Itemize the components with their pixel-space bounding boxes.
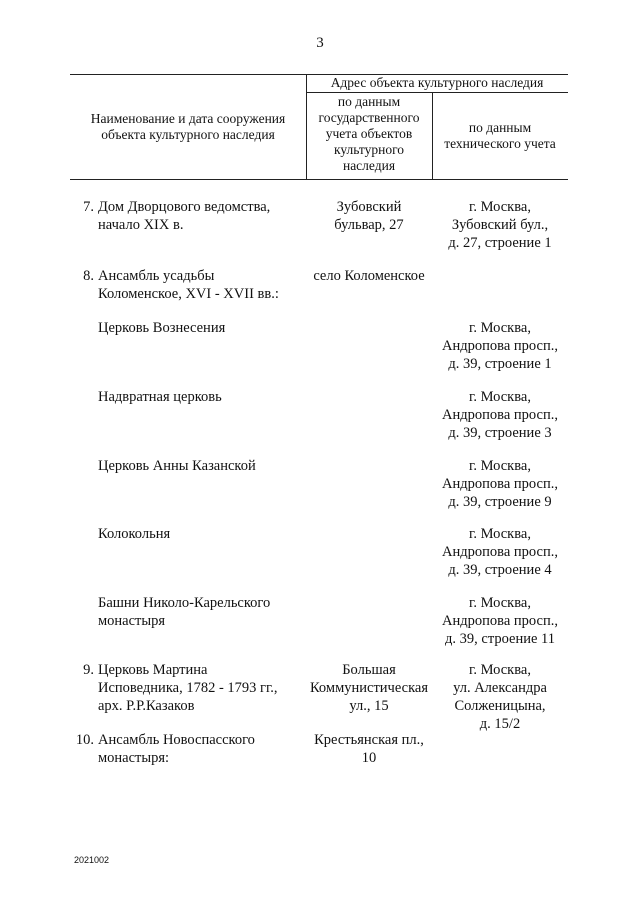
object-name: Церковь Анны Казанской [98, 458, 256, 474]
header-tech-column: по данным технического учета [444, 120, 556, 151]
tech-address: г. Москва, Андропова просп., д. 39, строение 4 [442, 526, 558, 578]
header-state-column: по данным государственного учета объектов культурного наследия [318, 94, 420, 173]
object-name: Церковь Мартина Исповедника, 1782 - 1793 гг., арх. Р.Р.Казаков [98, 662, 278, 714]
tech-address: г. Москва, Зубовский бул., д. 27, строение 1 [448, 199, 552, 251]
row-number: 9. [83, 662, 94, 678]
state-address: Крестьянская пл., 10 [314, 732, 424, 766]
state-address: Большая Коммунистическая ул., 15 [309, 662, 429, 714]
object-name: Ансамбль Новоспасского монастыря: [98, 732, 255, 766]
object-name: Дом Дворцового ведомства, начало XIX в. [98, 199, 271, 233]
object-name: Церковь Вознесения [98, 320, 226, 336]
page-number: 3 [316, 35, 324, 51]
header-bottom-rule [70, 179, 568, 180]
row-number: 8. [83, 268, 94, 284]
tech-address: г. Москва, Андропова просп., д. 39, строение 3 [442, 389, 558, 441]
tech-address: г. Москва, Андропова просп., д. 39, строение 1 [442, 320, 558, 372]
object-name: Ансамбль усадьбы Коломенское, XVI - XVII вв.: [98, 268, 279, 302]
state-address: село Коломенское [313, 268, 425, 284]
tech-address: г. Москва, ул. Александра Солженицына, д. 15/2 [453, 662, 547, 732]
tech-address: г. Москва, Андропова просп., д. 39, строение 9 [442, 458, 558, 510]
object-name: Башни Николо-Карельского монастыря [98, 595, 271, 629]
document-code: 2021002 [74, 855, 110, 865]
object-name: Надвратная церковь [98, 389, 222, 405]
object-name: Колокольня [98, 526, 171, 542]
header-address-group: Адрес объекта культурного наследия [330, 75, 544, 90]
tech-address: г. Москва, Андропова просп., д. 39, строение 11 [442, 595, 558, 647]
state-address: Зубовский бульвар, 27 [334, 199, 404, 233]
row-number: 7. [83, 199, 94, 215]
row-number: 10. [75, 732, 94, 748]
address-group-rule [306, 92, 568, 93]
header-name-column: Наименование и дата сооружения объекта культурного наследия [90, 111, 286, 142]
